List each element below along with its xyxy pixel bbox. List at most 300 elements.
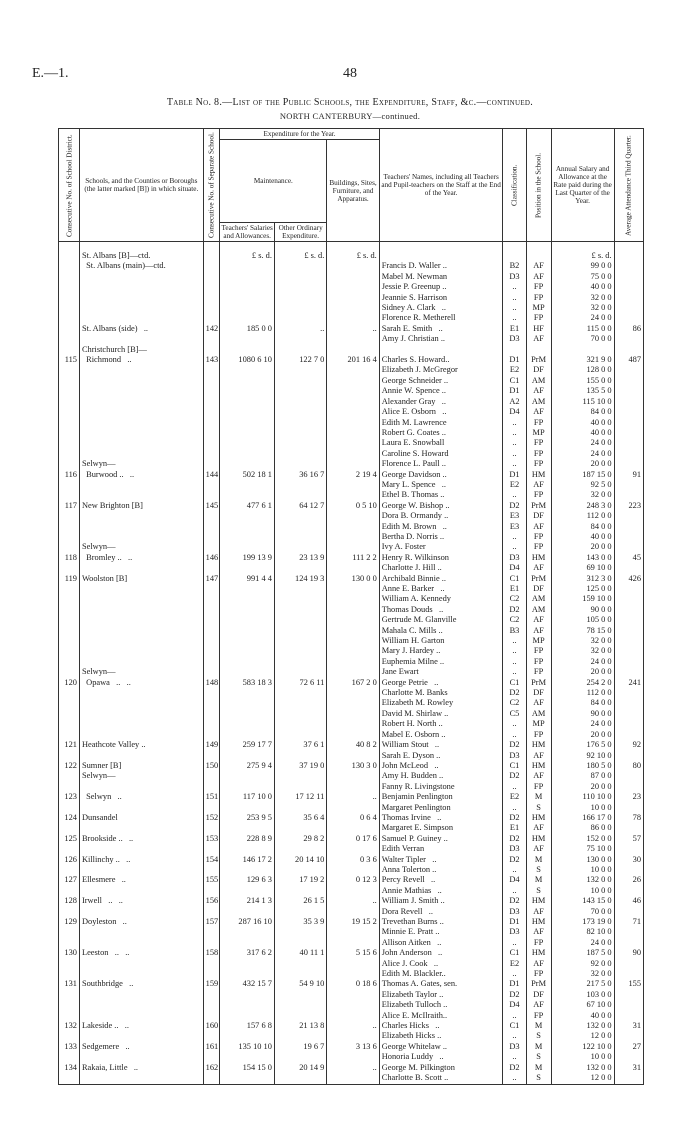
col-other-ordinary: Other Ordinary Expenditure. xyxy=(274,223,326,242)
teacher-name-cell: Honoria Luddy .. xyxy=(379,1052,503,1062)
position-cell: FP xyxy=(526,449,551,459)
position-cell: PrM xyxy=(526,501,551,511)
classification-cell: .. xyxy=(503,782,526,792)
position-cell: M xyxy=(526,792,551,802)
position-cell: FP xyxy=(526,667,551,677)
teacher-name-cell: Ethel B. Thomas .. xyxy=(379,490,503,500)
teachers-salaries-cell xyxy=(220,782,275,792)
school-name-cell xyxy=(79,636,203,646)
table-row xyxy=(59,740,644,750)
school-name-cell xyxy=(79,480,203,490)
other-expenditure-cell xyxy=(274,438,326,448)
classification-cell: C1 xyxy=(503,376,526,386)
district-number-cell xyxy=(59,282,80,292)
col-position: Position in the School. xyxy=(526,129,551,242)
district-number-cell xyxy=(59,709,80,719)
annual-salary-cell: £ s. d. xyxy=(551,242,614,262)
average-attendance-cell: 45 xyxy=(614,553,643,563)
buildings-expenditure-cell xyxy=(327,563,379,573)
buildings-expenditure-cell: 2 19 4 xyxy=(327,470,379,480)
school-name-cell xyxy=(79,293,203,303)
annual-salary-cell: 24 0 0 xyxy=(551,449,614,459)
table-row xyxy=(59,303,644,313)
other-expenditure-cell xyxy=(274,927,326,937)
teachers-salaries-cell xyxy=(220,803,275,813)
other-expenditure-cell: 64 12 7 xyxy=(274,501,326,511)
teachers-salaries-cell xyxy=(220,823,275,833)
teachers-salaries-cell xyxy=(220,272,275,282)
annual-salary-cell: 115 10 0 xyxy=(551,397,614,407)
col-schools: Schools, and the Counties or Boroughs (the latter marked [B]) in which situate. xyxy=(79,129,203,242)
school-name-cell: Burwood .. .. xyxy=(79,470,203,480)
annual-salary-cell: 20 0 0 xyxy=(551,459,614,469)
annual-salary-cell: 24 0 0 xyxy=(551,938,614,948)
table-row xyxy=(59,907,644,917)
position-cell: FP xyxy=(526,938,551,948)
position-cell: FP xyxy=(526,1011,551,1021)
position-cell: FP xyxy=(526,657,551,667)
table-row xyxy=(59,719,644,729)
district-number-cell xyxy=(59,345,80,355)
district-number-cell xyxy=(59,688,80,698)
separate-number-cell: 145 xyxy=(203,501,220,511)
school-name-cell xyxy=(79,386,203,396)
table-row xyxy=(59,688,644,698)
annual-salary-cell: 10 0 0 xyxy=(551,1052,614,1062)
buildings-expenditure-cell xyxy=(327,397,379,407)
classification-cell: .. xyxy=(503,418,526,428)
other-expenditure-cell xyxy=(274,418,326,428)
table-row xyxy=(59,636,644,646)
classification-cell: E2 xyxy=(503,792,526,802)
school-name-cell: Sumner [B] xyxy=(79,761,203,771)
teachers-salaries-cell xyxy=(220,376,275,386)
average-attendance-cell xyxy=(614,563,643,573)
separate-number-cell xyxy=(203,293,220,303)
separate-number-cell xyxy=(203,771,220,781)
separate-number-cell: 160 xyxy=(203,1021,220,1031)
annual-salary-cell: 92 10 0 xyxy=(551,751,614,761)
other-expenditure-cell xyxy=(274,615,326,625)
table-row xyxy=(59,751,644,761)
average-attendance-cell xyxy=(614,1052,643,1062)
average-attendance-cell: 31 xyxy=(614,1063,643,1073)
average-attendance-cell: 78 xyxy=(614,813,643,823)
teacher-name-cell: Laura E. Snowball xyxy=(379,438,503,448)
other-expenditure-cell xyxy=(274,605,326,615)
other-expenditure-cell xyxy=(274,938,326,948)
teachers-salaries-cell xyxy=(220,698,275,708)
teachers-salaries-cell xyxy=(220,646,275,656)
buildings-expenditure-cell xyxy=(327,646,379,656)
position-cell: AF xyxy=(526,907,551,917)
teachers-salaries-cell xyxy=(220,605,275,615)
buildings-expenditure-cell xyxy=(327,657,379,667)
position-cell: FP xyxy=(526,418,551,428)
classification-cell: D3 xyxy=(503,907,526,917)
district-number-cell xyxy=(59,657,80,667)
teacher-name-cell: Jane Ewart xyxy=(379,667,503,677)
teachers-salaries-cell xyxy=(220,449,275,459)
teachers-salaries-cell xyxy=(220,615,275,625)
separate-number-cell xyxy=(203,709,220,719)
position-cell: DF xyxy=(526,584,551,594)
annual-salary-cell: 69 10 0 xyxy=(551,563,614,573)
annual-salary-cell: 24 0 0 xyxy=(551,657,614,667)
buildings-expenditure-cell: 0 12 3 xyxy=(327,875,379,885)
other-expenditure-cell xyxy=(274,303,326,313)
other-expenditure-cell xyxy=(274,376,326,386)
position-cell: M xyxy=(526,1042,551,1052)
other-expenditure-cell xyxy=(274,990,326,1000)
district-number-cell xyxy=(59,418,80,428)
teachers-salaries-cell xyxy=(220,938,275,948)
other-expenditure-cell: 37 19 0 xyxy=(274,761,326,771)
classification-cell: B2 xyxy=(503,261,526,271)
classification-cell: .. xyxy=(503,428,526,438)
school-name-cell xyxy=(79,1052,203,1062)
separate-number-cell xyxy=(203,1031,220,1041)
teacher-name-cell: Dora B. Ormandy .. xyxy=(379,511,503,521)
teachers-salaries-cell: 259 17 7 xyxy=(220,740,275,750)
school-name-cell xyxy=(79,969,203,979)
position-cell: AF xyxy=(526,823,551,833)
teachers-salaries-cell xyxy=(220,667,275,677)
separate-number-cell xyxy=(203,886,220,896)
table-row xyxy=(59,938,644,948)
teacher-name-cell: Edith Verran xyxy=(379,844,503,854)
table-row xyxy=(59,605,644,615)
buildings-expenditure-cell xyxy=(327,1073,379,1084)
separate-number-cell: 153 xyxy=(203,834,220,844)
teacher-name-cell: Amy J. Christian .. xyxy=(379,334,503,344)
school-name-cell xyxy=(79,782,203,792)
table-row xyxy=(59,678,644,688)
annual-salary-cell: 32 0 0 xyxy=(551,293,614,303)
table-row xyxy=(59,522,644,532)
buildings-expenditure-cell: 0 17 6 xyxy=(327,834,379,844)
table-row xyxy=(59,313,644,323)
classification-cell: D3 xyxy=(503,844,526,854)
position-cell: MP xyxy=(526,303,551,313)
other-expenditure-cell: £ s. d. xyxy=(274,242,326,262)
teacher-name-cell: George Whitelaw .. xyxy=(379,1042,503,1052)
col-classification: Classification. xyxy=(503,129,526,242)
table-row xyxy=(59,855,644,865)
table-row xyxy=(59,730,644,740)
district-number-cell xyxy=(59,646,80,656)
annual-salary-cell: 90 0 0 xyxy=(551,605,614,615)
buildings-expenditure-cell: 0 18 6 xyxy=(327,979,379,989)
annual-salary-cell: 12 0 0 xyxy=(551,1031,614,1041)
separate-number-cell xyxy=(203,282,220,292)
teachers-salaries-cell xyxy=(220,293,275,303)
buildings-expenditure-cell xyxy=(327,376,379,386)
buildings-expenditure-cell: 19 15 2 xyxy=(327,917,379,927)
annual-salary-cell: 10 0 0 xyxy=(551,803,614,813)
classification-cell: D2 xyxy=(503,605,526,615)
position-cell: PrM xyxy=(526,574,551,584)
buildings-expenditure-cell xyxy=(327,293,379,303)
average-attendance-cell xyxy=(614,823,643,833)
col-teachers-names: Teachers' Names, including all Teachers and Pupil-teachers on the Staff at the End of the Year. xyxy=(379,129,503,242)
separate-number-cell xyxy=(203,438,220,448)
position-cell: AM xyxy=(526,594,551,604)
district-number-cell: 129 xyxy=(59,917,80,927)
district-number-cell: 134 xyxy=(59,1063,80,1073)
separate-number-cell xyxy=(203,449,220,459)
buildings-expenditure-cell xyxy=(327,480,379,490)
other-expenditure-cell xyxy=(274,844,326,854)
annual-salary-cell: 20 0 0 xyxy=(551,667,614,677)
teacher-name-cell: Alexander Gray .. xyxy=(379,397,503,407)
separate-number-cell: 159 xyxy=(203,979,220,989)
separate-number-cell: 161 xyxy=(203,1042,220,1052)
classification-cell: E1 xyxy=(503,823,526,833)
position-cell: MP xyxy=(526,428,551,438)
buildings-expenditure-cell: 40 8 2 xyxy=(327,740,379,750)
teachers-salaries-cell xyxy=(220,1000,275,1010)
annual-salary-cell: 24 0 0 xyxy=(551,438,614,448)
other-expenditure-cell xyxy=(274,969,326,979)
average-attendance-cell xyxy=(614,605,643,615)
average-attendance-cell xyxy=(614,449,643,459)
teacher-name-cell: George Schneider .. xyxy=(379,376,503,386)
teacher-name-cell: John Anderson .. xyxy=(379,948,503,958)
district-number-cell xyxy=(59,667,80,677)
district-number-cell xyxy=(59,751,80,761)
teachers-salaries-cell xyxy=(220,865,275,875)
other-expenditure-cell: 21 13 8 xyxy=(274,1021,326,1031)
page-reference: E.—1. xyxy=(32,66,69,81)
table-row xyxy=(59,771,644,781)
classification-cell: .. xyxy=(503,667,526,677)
annual-salary-cell: 40 0 0 xyxy=(551,418,614,428)
separate-number-cell xyxy=(203,428,220,438)
annual-salary-cell: 12 0 0 xyxy=(551,1073,614,1084)
other-expenditure-cell xyxy=(274,594,326,604)
classification-cell: B3 xyxy=(503,626,526,636)
col-maintenance: Maintenance. xyxy=(220,140,327,223)
district-number-cell xyxy=(59,511,80,521)
average-attendance-cell xyxy=(614,1011,643,1021)
classification-cell: C2 xyxy=(503,594,526,604)
table-row xyxy=(59,990,644,1000)
table-row xyxy=(59,1011,644,1021)
table-row xyxy=(59,480,644,490)
average-attendance-cell xyxy=(614,365,643,375)
separate-number-cell xyxy=(203,1000,220,1010)
teachers-salaries-cell: 154 15 0 xyxy=(220,1063,275,1073)
annual-salary-cell: 110 10 0 xyxy=(551,792,614,802)
annual-salary-cell: 166 17 0 xyxy=(551,813,614,823)
buildings-expenditure-cell xyxy=(327,969,379,979)
classification-cell: D2 xyxy=(503,896,526,906)
teachers-salaries-cell: 185 0 0 xyxy=(220,324,275,334)
other-expenditure-cell xyxy=(274,293,326,303)
teachers-salaries-cell xyxy=(220,771,275,781)
average-attendance-cell xyxy=(614,865,643,875)
position-cell: HM xyxy=(526,761,551,771)
other-expenditure-cell xyxy=(274,771,326,781)
teachers-salaries-cell xyxy=(220,886,275,896)
separate-number-cell xyxy=(203,646,220,656)
buildings-expenditure-cell: 201 16 4 xyxy=(327,355,379,365)
other-expenditure-cell: 122 7 0 xyxy=(274,355,326,365)
table-row xyxy=(59,657,644,667)
teachers-salaries-cell xyxy=(220,532,275,542)
school-name-cell: St. Albans [B]—ctd. xyxy=(79,242,203,262)
other-expenditure-cell xyxy=(274,532,326,542)
average-attendance-cell xyxy=(614,261,643,271)
annual-salary-cell: 75 0 0 xyxy=(551,272,614,282)
separate-number-cell xyxy=(203,615,220,625)
average-attendance-cell xyxy=(614,303,643,313)
table-row xyxy=(59,1031,644,1041)
separate-number-cell xyxy=(203,376,220,386)
teachers-salaries-cell: 146 17 2 xyxy=(220,855,275,865)
classification-cell: C2 xyxy=(503,698,526,708)
buildings-expenditure-cell xyxy=(327,959,379,969)
teacher-name-cell: Thomas Douds .. xyxy=(379,605,503,615)
separate-number-cell xyxy=(203,1073,220,1084)
school-name-cell: Doyleston .. xyxy=(79,917,203,927)
teachers-salaries-cell xyxy=(220,844,275,854)
average-attendance-cell xyxy=(614,480,643,490)
teacher-name-cell: Sidney A. Clark .. xyxy=(379,303,503,313)
teachers-salaries-cell: 253 9 5 xyxy=(220,813,275,823)
buildings-expenditure-cell xyxy=(327,626,379,636)
other-expenditure-cell xyxy=(274,1031,326,1041)
average-attendance-cell xyxy=(614,438,643,448)
school-name-cell: Leeston .. .. xyxy=(79,948,203,958)
other-expenditure-cell: 40 11 1 xyxy=(274,948,326,958)
school-name-cell xyxy=(79,844,203,854)
average-attendance-cell xyxy=(614,293,643,303)
buildings-expenditure-cell: 3 13 6 xyxy=(327,1042,379,1052)
col-buildings: Buildings, Sites, Furniture, and Apparatus. xyxy=(327,140,379,242)
table-row xyxy=(59,1052,644,1062)
separate-number-cell xyxy=(203,542,220,552)
school-name-cell xyxy=(79,823,203,833)
buildings-expenditure-cell xyxy=(327,605,379,615)
col-teachers-salaries: Teachers' Salaries and Allowances. xyxy=(221,224,273,240)
teacher-name-cell: Charles S. Howard.. xyxy=(379,355,503,365)
teachers-salaries-cell xyxy=(220,563,275,573)
school-name-cell xyxy=(79,698,203,708)
classification-cell: D3 xyxy=(503,553,526,563)
classification-cell: .. xyxy=(503,636,526,646)
buildings-expenditure-cell xyxy=(327,345,379,355)
teachers-salaries-cell xyxy=(220,261,275,271)
table-row xyxy=(59,896,644,906)
position-cell: DF xyxy=(526,365,551,375)
school-name-cell xyxy=(79,751,203,761)
average-attendance-cell xyxy=(614,688,643,698)
teacher-name-cell: Archibald Binnie .. xyxy=(379,574,503,584)
other-expenditure-cell xyxy=(274,626,326,636)
table-row xyxy=(59,875,644,885)
other-expenditure-cell xyxy=(274,865,326,875)
teacher-name-cell: Edith M. Brown .. xyxy=(379,522,503,532)
annual-salary-cell: 99 0 0 xyxy=(551,261,614,271)
school-name-cell: Selwyn .. xyxy=(79,792,203,802)
separate-number-cell: 151 xyxy=(203,792,220,802)
annual-salary-cell: 32 0 0 xyxy=(551,303,614,313)
annual-salary-cell: 32 0 0 xyxy=(551,490,614,500)
buildings-expenditure-cell xyxy=(327,303,379,313)
position-cell: S xyxy=(526,1052,551,1062)
teacher-name-cell: Thomas Irvine .. xyxy=(379,813,503,823)
district-number-cell xyxy=(59,293,80,303)
annual-salary-cell xyxy=(551,345,614,355)
buildings-expenditure-cell xyxy=(327,522,379,532)
district-number-cell xyxy=(59,584,80,594)
average-attendance-cell: 90 xyxy=(614,948,643,958)
buildings-expenditure-cell: 0 6 4 xyxy=(327,813,379,823)
table-row xyxy=(59,823,644,833)
position-cell: HM xyxy=(526,740,551,750)
position-cell: FP xyxy=(526,782,551,792)
other-expenditure-cell xyxy=(274,636,326,646)
district-number-cell xyxy=(59,907,80,917)
school-name-cell xyxy=(79,1073,203,1084)
position-cell: M xyxy=(526,875,551,885)
classification-cell: .. xyxy=(503,449,526,459)
school-name-cell xyxy=(79,688,203,698)
separate-number-cell xyxy=(203,334,220,344)
table-row xyxy=(59,1021,644,1031)
school-name-cell xyxy=(79,990,203,1000)
table-row xyxy=(59,886,644,896)
average-attendance-cell: 80 xyxy=(614,761,643,771)
classification-cell: .. xyxy=(503,657,526,667)
school-name-cell xyxy=(79,927,203,937)
school-name-cell xyxy=(79,730,203,740)
average-attendance-cell xyxy=(614,532,643,542)
school-name-cell xyxy=(79,303,203,313)
separate-number-cell xyxy=(203,907,220,917)
other-expenditure-cell: 37 6 1 xyxy=(274,740,326,750)
buildings-expenditure-cell xyxy=(327,927,379,937)
classification-cell: .. xyxy=(503,803,526,813)
separate-number-cell: 144 xyxy=(203,470,220,480)
other-expenditure-cell xyxy=(274,511,326,521)
district-number-cell xyxy=(59,303,80,313)
buildings-expenditure-cell xyxy=(327,594,379,604)
other-expenditure-cell: 72 6 11 xyxy=(274,678,326,688)
separate-number-cell xyxy=(203,823,220,833)
school-name-cell xyxy=(79,511,203,521)
teacher-name-cell: Percy Revell .. xyxy=(379,875,503,885)
separate-number-cell xyxy=(203,1011,220,1021)
teacher-name-cell: George W. Bishop .. xyxy=(379,501,503,511)
teacher-name-cell: Sarah E. Dyson .. xyxy=(379,751,503,761)
average-attendance-cell xyxy=(614,771,643,781)
buildings-expenditure-cell: 130 0 0 xyxy=(327,574,379,584)
annual-salary-cell: 112 0 0 xyxy=(551,511,614,521)
position-cell: AF xyxy=(526,751,551,761)
other-expenditure-cell xyxy=(274,542,326,552)
position-cell: HM xyxy=(526,948,551,958)
annual-salary-cell: 152 0 0 xyxy=(551,834,614,844)
buildings-expenditure-cell xyxy=(327,1031,379,1041)
buildings-expenditure-cell xyxy=(327,428,379,438)
classification-cell: D3 xyxy=(503,1042,526,1052)
other-expenditure-cell xyxy=(274,480,326,490)
teachers-salaries-cell xyxy=(220,365,275,375)
table-row xyxy=(59,490,644,500)
